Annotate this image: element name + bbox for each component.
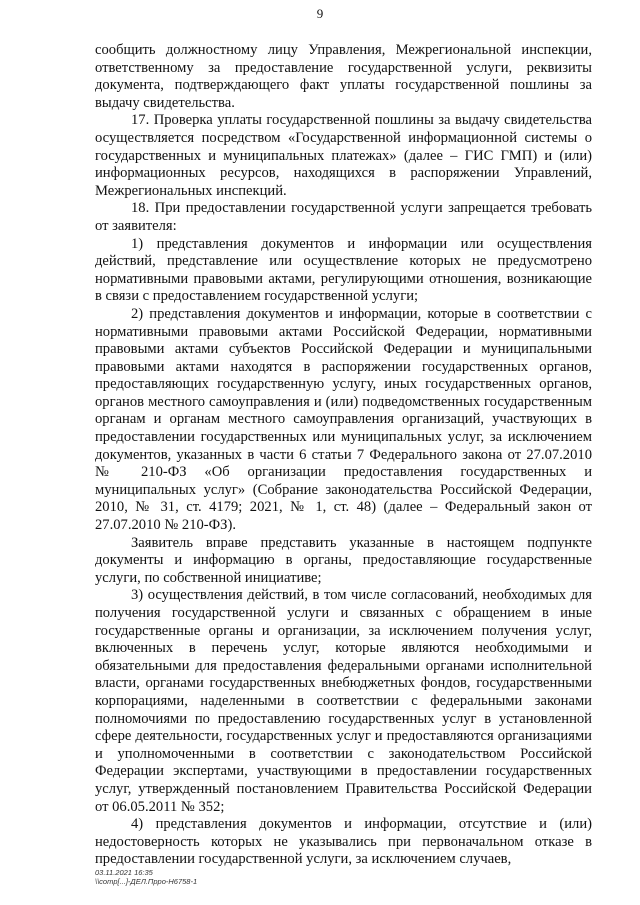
applicant-right-paragraph: Заявитель вправе представить указанные в настоящем подпункте документы и информацию в органы, предоставляющие государственные услуги, по собственной инициативе;	[95, 534, 592, 586]
subparagraph-4: 4) представления документов и информации, отсутствие и (или) недостоверность которых не указывались при первоначальном отказе в предоставлении государственной услуги, за исключением случаев,	[95, 816, 592, 868]
subparagraph-3: 3) осуществления действий, в том числе согласований, необходимых для получения государственной услуги и связанных с обращением в иные государственные органы и организации, за исключением получения услуг, включенных в перечень услуг, которые являются необходимыми и обязательными для предоставления федеральными органами исполнительной власти, органами государственных внебюджетных фондов, государственными корпорациями, наделенными в соответствии с федеральными законами полномочиями по предоставлению государственных услуг в установленной сфере деятельности, государственных услуг и предоставляются организациями и уполномоченными в соответствии с законодательством Российской Федерации экспертами, участвующими в предоставлении государственных услуг, утвержденный постановлением Правительства Российской Федерации от 06.05.2011 № 352;	[95, 587, 592, 815]
document-body	[95, 42, 592, 869]
document-footer	[95, 868, 197, 886]
page-number: 9	[316, 6, 324, 21]
paragraph-18: 18. При предоставлении государственной услуги запрещается требовать от заявителя:	[95, 200, 592, 234]
footer-date: 03.11.2021 16:35	[95, 868, 153, 877]
paragraph-continuation: сообщить должностному лицу Управления, Межрегиональной инспекции, ответственному за предоставление государственной услуги, реквизиты документа, подтверждающего факт уплаты государственной пошлины за выдачу свидетельства.	[95, 42, 592, 111]
subparagraph-2: 2) представления документов и информации, которые в соответствии с нормативными правовыми актами Российской Федерации, нормативными правовыми актами субъектов Российской Федерации и муниципальными правовыми актами находятся в распоряжении государственных органов, предоставляющих государственную услугу, иных государственных органов, органов местного самоуправления и (или) подведомственных государственным органам и органам местного самоуправления организаций, участвующих в предоставлении государственных или муниципальных услуг, за исключением документов, указанных в части 6 статьи 7 Федерального закона от 27.07.2010 № 210-ФЗ «Об организации предоставления государственных и муниципальных услуг» (Собрание законодательства Российской Федерации, 2010, № 31, ст. 4179; 2021, № 1, ст. 48) (далее – Федеральный закон от 27.07.2010 № 210-ФЗ).	[95, 305, 592, 534]
subparagraph-1: 1) представления документов и информации или осуществления действий, представление или осуществление которых не предусмотрено нормативными правовыми актами, регулирующими отношения, возникающие в связи с предоставлением государственной услуги;	[95, 235, 592, 305]
footer-file-path: \\comp[...]-ДЕЛ.Прро-Н6758-1	[95, 877, 198, 886]
paragraph-17: 17. Проверка уплаты государственной пошлины за выдачу свидетельства осуществляется посредством «Государственной информационной системы о государственных и муниципальных платежах» (далее – ГИС ГМП) и (или) информационных ресурсов, находящихся в распоряжении Управлений, Межрегиональных инспекций.	[95, 112, 592, 199]
